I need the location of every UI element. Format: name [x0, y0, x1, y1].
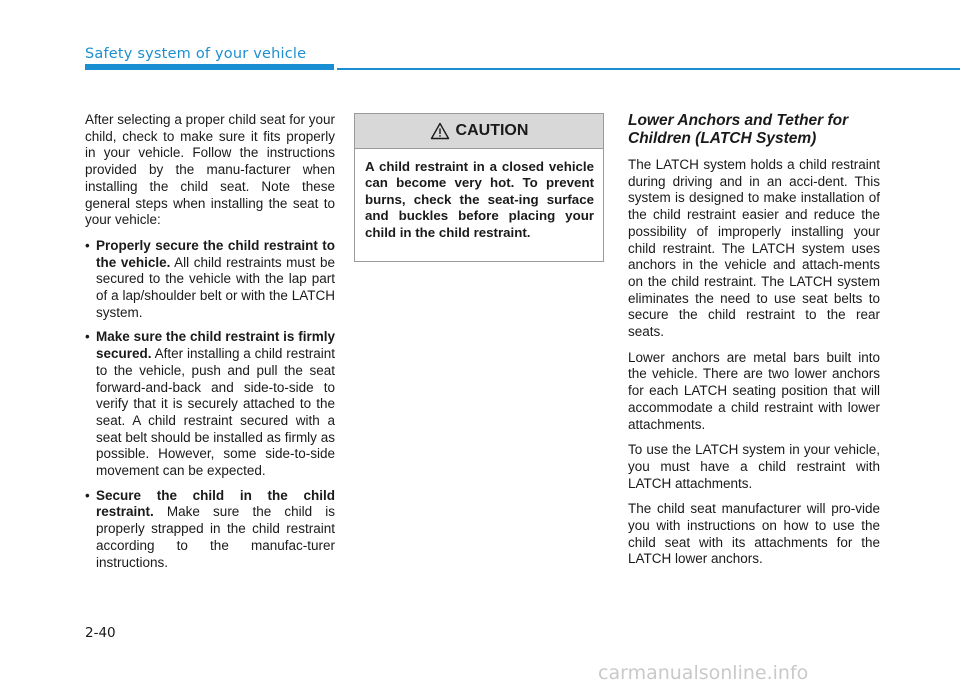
bullet-icon: •: [85, 237, 90, 253]
paragraph: To use the LATCH system in your vehicle, you must have a child restraint with LATCH attachments.: [628, 442, 880, 491]
list-item: [85, 488, 335, 572]
page-number: 2-40: [85, 625, 116, 641]
right-column: [628, 112, 880, 577]
caution-text: A child restraint in a closed vehicle can become very hot. To prevent burns, check the seat-ing surface and buckles before placing your child in the child restraint.: [365, 159, 594, 240]
section-title: Safety system of your vehicle: [85, 46, 307, 62]
intro-paragraph: After selecting a proper child seat for your child, check to make sure it fits properly in your vehicle. Follow the instructions provided by the manu-facturer when installing the child seat. Note these general steps when installing the seat to your vehicle:: [85, 112, 335, 228]
bullet-bold: Properly secure the child restraint to the vehicle.: [96, 237, 335, 270]
caution-header: [355, 114, 603, 149]
watermark: carmanualsonline.info: [598, 662, 809, 684]
bullet-text: Make sure the child is properly strapped in the child restraint according to the manufac-turer instructions.: [96, 504, 335, 570]
bullet-bold: Make sure the child restraint is firmly secured.: [96, 329, 335, 362]
bullet-bold: Secure the child in the child restraint.: [96, 487, 335, 520]
caution-title: CAUTION: [455, 122, 529, 139]
paragraph: Lower anchors are metal bars built into the vehicle. There are two lower anchors for each LATCH seating position that will accommodate a child restraint with lower attachments.: [628, 349, 880, 432]
warning-triangle-icon: [430, 122, 450, 140]
latch-heading: Lower Anchors and Tether for Children (LATCH System): [628, 112, 849, 147]
list-item: [85, 238, 335, 322]
paragraph: The child seat manufacturer will pro-vide you with instructions on how to use the child seat with its attachments for the LATCH lower anchors.: [628, 501, 880, 567]
header-rule-thin: [337, 68, 960, 70]
header-rule-thick: [85, 64, 334, 70]
caution-box: [354, 113, 604, 262]
list-item: [85, 329, 335, 479]
bullet-text: After installing a child restraint to the vehicle, push and pull the seat forward-and-back and side-to-side to verify that it is securely attached to the seat. A child restraint secured with a seat belt should be installed as firmly as possible. However, some side-to-side movement can be expected.: [96, 346, 335, 479]
bullet-icon: •: [85, 487, 90, 503]
left-column: [85, 112, 335, 579]
paragraph: The LATCH system holds a child restraint during driving and in an acci-dent. This system is designed to make installation of the child restraint easier and reduce the possibility of improperly installing your child restraint. The LATCH system uses anchors in the vehicle and attach-ments on the child restraint. The LATCH system eliminates the need to use seat belts to secure the child restraint to the rear seats.: [628, 157, 880, 340]
steps-list: [85, 238, 335, 571]
bullet-icon: •: [85, 329, 90, 345]
bullet-text: All child restraints must be secured to the vehicle with the lap part of a lap/shoulder belt or with the LATCH system.: [96, 254, 335, 320]
